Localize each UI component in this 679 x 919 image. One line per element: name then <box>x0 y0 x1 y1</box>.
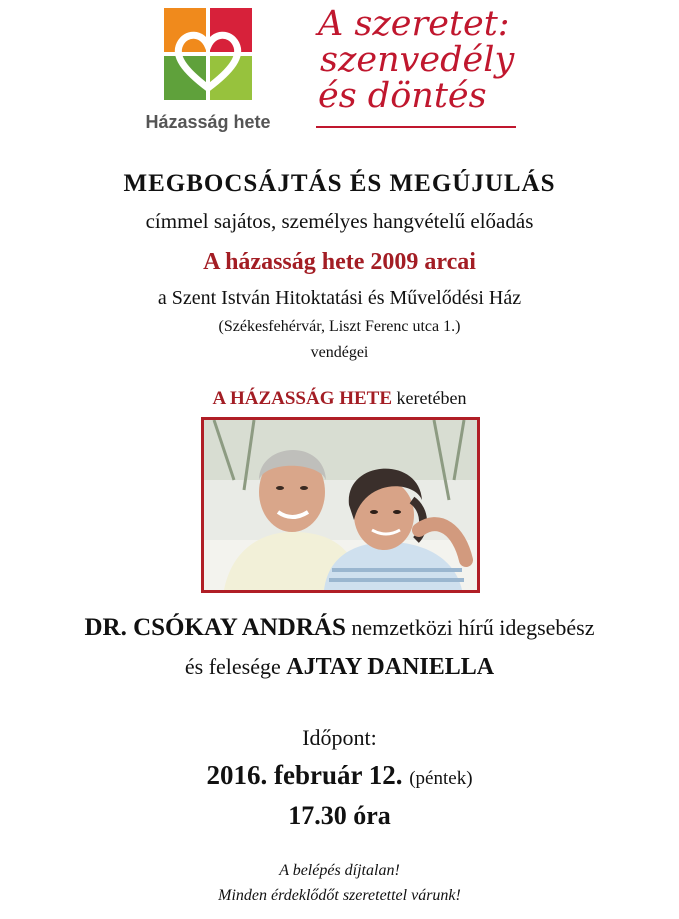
hazassag-hete-logo <box>118 8 298 133</box>
slogan-line-3: és döntés <box>318 76 487 116</box>
speaker-1-name: DR. CSÓKAY ANDRÁS <box>84 614 346 641</box>
heart-logo-icon <box>164 8 252 100</box>
host-address: (Székesfehérvár, Liszt Ferenc utca 1.) <box>218 318 461 335</box>
speaker-2-prefix: és felesége <box>184 654 281 679</box>
header <box>0 0 679 140</box>
welcome-note: Minden érdeklődőt szeretettel várunk! <box>218 887 461 904</box>
event-line <box>0 388 679 410</box>
slogan-line-1: A szeretet: <box>318 4 510 44</box>
free-entry-note: A belépés díjtalan! <box>279 862 400 879</box>
logo-text: Házasság hete <box>145 112 271 132</box>
slogan <box>318 6 538 114</box>
event-hour: 17.30 óra <box>288 801 391 830</box>
host-name: a Szent István Hitoktatási és Művelődési Ház <box>157 287 522 309</box>
couple-photo-image <box>204 420 477 590</box>
event-date-value: 2016. február 12. <box>206 760 403 790</box>
speaker-1 <box>0 614 679 642</box>
slogan-underline <box>316 126 516 128</box>
slogan-line-2: szenvedély <box>320 40 515 80</box>
event-date <box>0 760 679 791</box>
lecture-subtitle: címmel sajátos, személyes hangvételű előadás <box>145 209 534 233</box>
speaker-2 <box>0 654 679 681</box>
event-suffix: keretében <box>396 388 467 408</box>
event-name: A HÁZASSÁG HETE <box>212 388 393 409</box>
guests-label: vendégei <box>310 344 369 361</box>
time-label: Időpont: <box>302 725 377 750</box>
event-weekday: (péntek) <box>409 768 473 789</box>
speaker-1-description: nemzetközi hírű idegsebész <box>351 615 595 640</box>
speaker-2-name: AJTAY DANIELLA <box>286 654 495 680</box>
lecture-title: MEGBOCSÁJTÁS ÉS MEGÚJULÁS <box>123 170 556 197</box>
couple-photo <box>201 417 480 593</box>
series-title: A házasság hete 2009 arcai <box>203 249 476 275</box>
